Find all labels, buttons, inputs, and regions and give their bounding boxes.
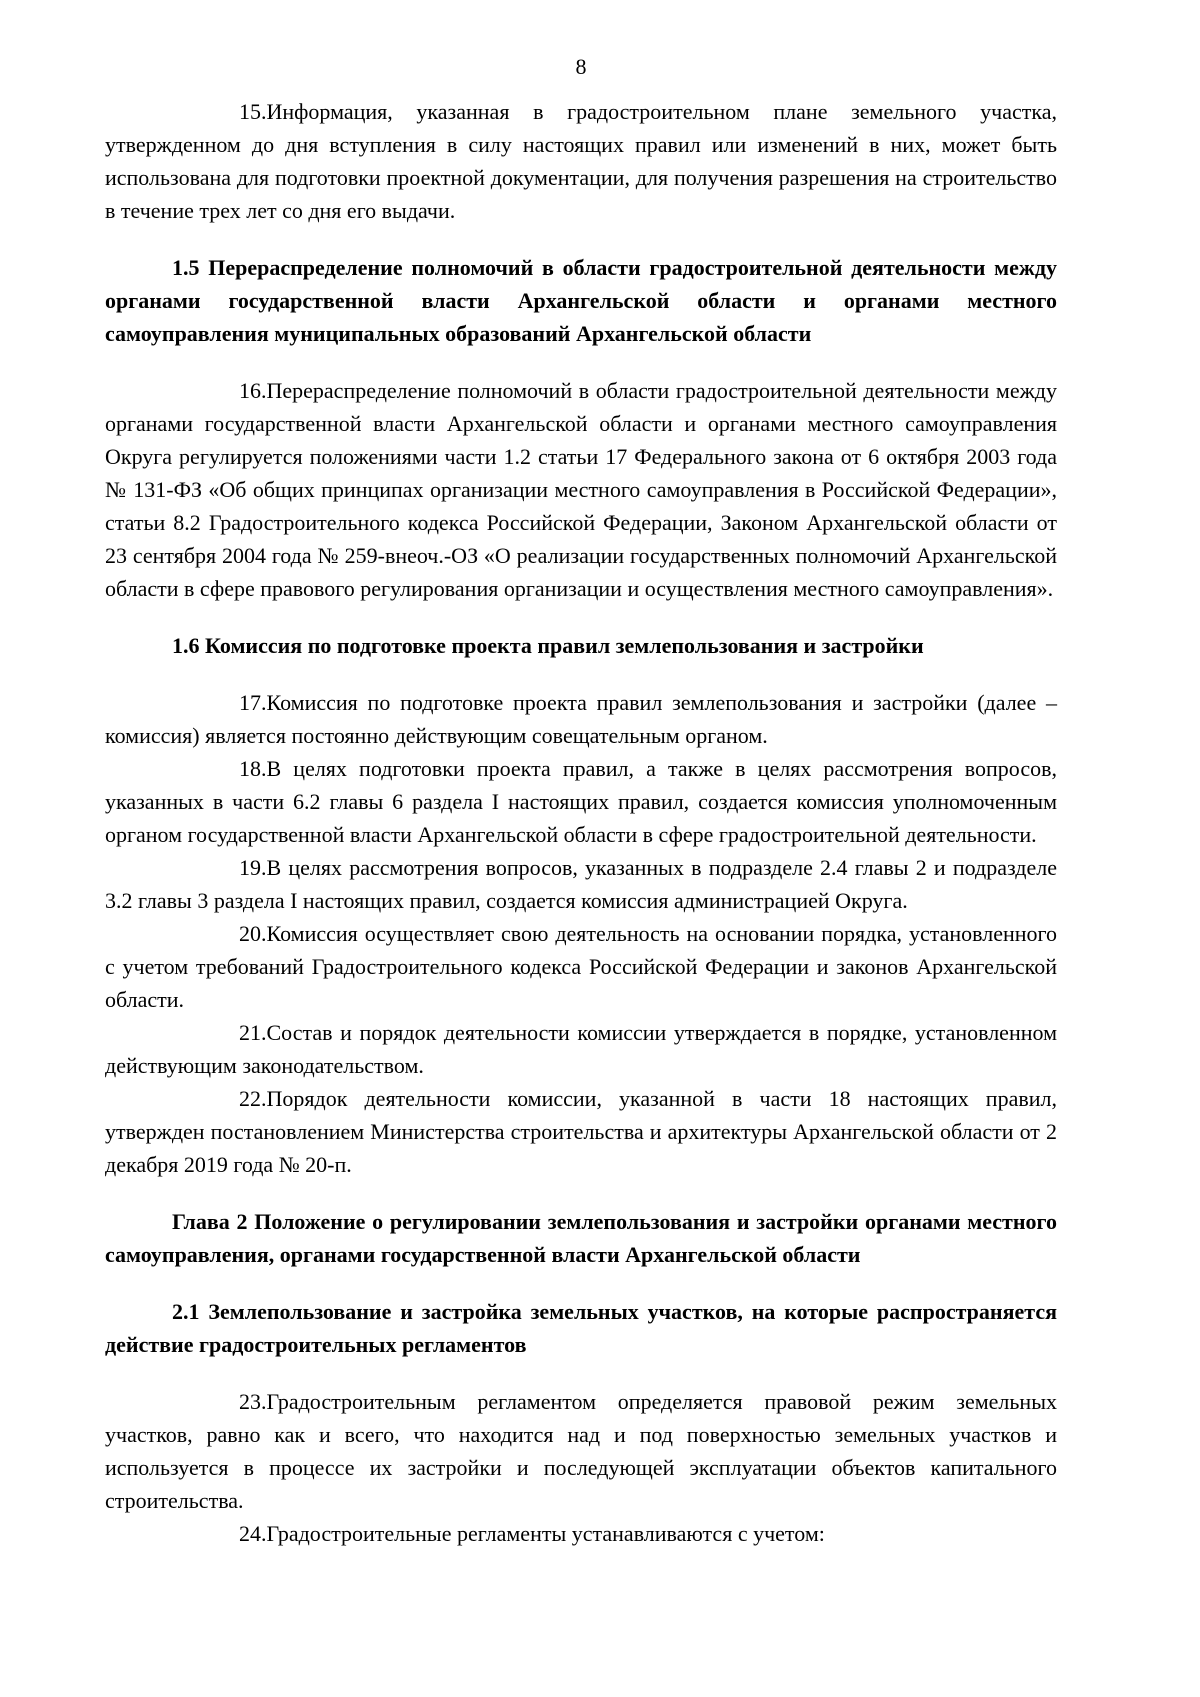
heading-2-1: 2.1 Землепользование и застройка земельных участков, на которые распространяется действие градостроительных регламентов [105,1299,1057,1357]
paragraph-22-number: 22. [239,1086,267,1111]
paragraph-17-text: Комиссия по подготовке проекта правил землепользования и застройки (далее – комиссия) является постоянно действующим совещательным органом. [105,690,1057,748]
heading-1-6: 1.6 Комиссия по подготовке проекта правил землепользования и застройки [172,633,924,658]
paragraph-17 [105,686,1057,752]
paragraph-21-number: 21. [239,1020,267,1045]
paragraph-23-text: Градостроительным регламентом определяется правовой режим земельных участков, равно как и всего, что находится над и под поверхностью земельных участков и используется в процессе их застройки и последующей эксплуатации объектов капитального строительства. [105,1389,1057,1513]
paragraph-22 [105,1082,1057,1181]
paragraph-16-text: Перераспределение полномочий в области градостроительной деятельности между органами государственной власти Архангельской области и органами местного самоуправления Округа регулируется положениями части 1.2 статьи 17 Федерального закона от 6 октября 2003 года № 131-ФЗ «Об общих принципах организации местного самоуправления в Российской Федерации», статьи 8.2 Градостроительного кодекса Российской Федерации, Законом Архангельской области от 23 сентября 2004 года № 259-внеоч.-ОЗ «О реализации государственных полномочий Архангельской области в сфере правового регулирования организации и осуществления местного самоуправления». [105,378,1057,601]
paragraph-19 [105,851,1057,917]
paragraph-20-text: Комиссия осуществляет свою деятельность на основании порядка, установленного с учетом требований Градостроительного кодекса Российской Федерации и законов Архангельской области. [105,921,1057,1012]
paragraph-21-text: Состав и порядок деятельности комиссии утверждается в порядке, установленном действующим законодательством. [105,1020,1057,1078]
paragraph-22-text: Порядок деятельности комиссии, указанной в части 18 настоящих правил, утвержден постановлением Министерства строительства и архитектуры Архангельской области от 2 декабря 2019 года № 20-п. [105,1086,1057,1177]
paragraph-16 [105,374,1057,605]
paragraph-19-text: В целях рассмотрения вопросов, указанных в подразделе 2.4 главы 2 и подразделе 3.2 главы 3 раздела I настоящих правил, создается комиссия администрацией Округа. [105,855,1057,913]
paragraph-23-number: 23. [239,1389,267,1414]
paragraph-21 [105,1016,1057,1082]
heading-1-5: 1.5 Перераспределение полномочий в области градостроительной деятельности между органами государственной власти Архангельской области и органами местного самоуправления муниципальных образований Архангельской области [105,255,1057,346]
paragraph-15-number: 15. [239,99,267,124]
paragraph-18 [105,752,1057,851]
paragraph-15-text: Информация, указанная в градостроительном плане земельного участка, утвержденном до дня вступления в силу настоящих правил или изменений в них, может быть использована для подготовки проектной документации, для получения разрешения на строительство в течение трех лет со дня его выдачи. [105,99,1057,223]
paragraph-24 [105,1517,1057,1550]
paragraph-20 [105,917,1057,1016]
page-number: 8 [575,54,587,79]
paragraph-18-number: 18. [239,756,267,781]
paragraph-19-number: 19. [239,855,267,880]
heading-chapter-2: Глава 2 Положение о регулировании землепользования и застройки органами местного самоуправления, органами государственной власти Архангельской области [105,1209,1057,1267]
paragraph-15 [105,95,1057,227]
paragraph-16-number: 16. [239,378,267,403]
paragraph-24-number: 24. [239,1521,267,1546]
paragraph-17-number: 17. [239,690,267,715]
paragraph-20-number: 20. [239,921,267,946]
paragraph-23 [105,1385,1057,1517]
paragraph-24-text: Градостроительные регламенты устанавливаются с учетом: [266,1521,825,1546]
paragraph-18-text: В целях подготовки проекта правил, а также в целях рассмотрения вопросов, указанных в части 6.2 главы 6 раздела I настоящих правил, создается комиссия уполномоченным органом государственной власти Архангельской области в сфере градостроительной деятельности. [105,756,1057,847]
